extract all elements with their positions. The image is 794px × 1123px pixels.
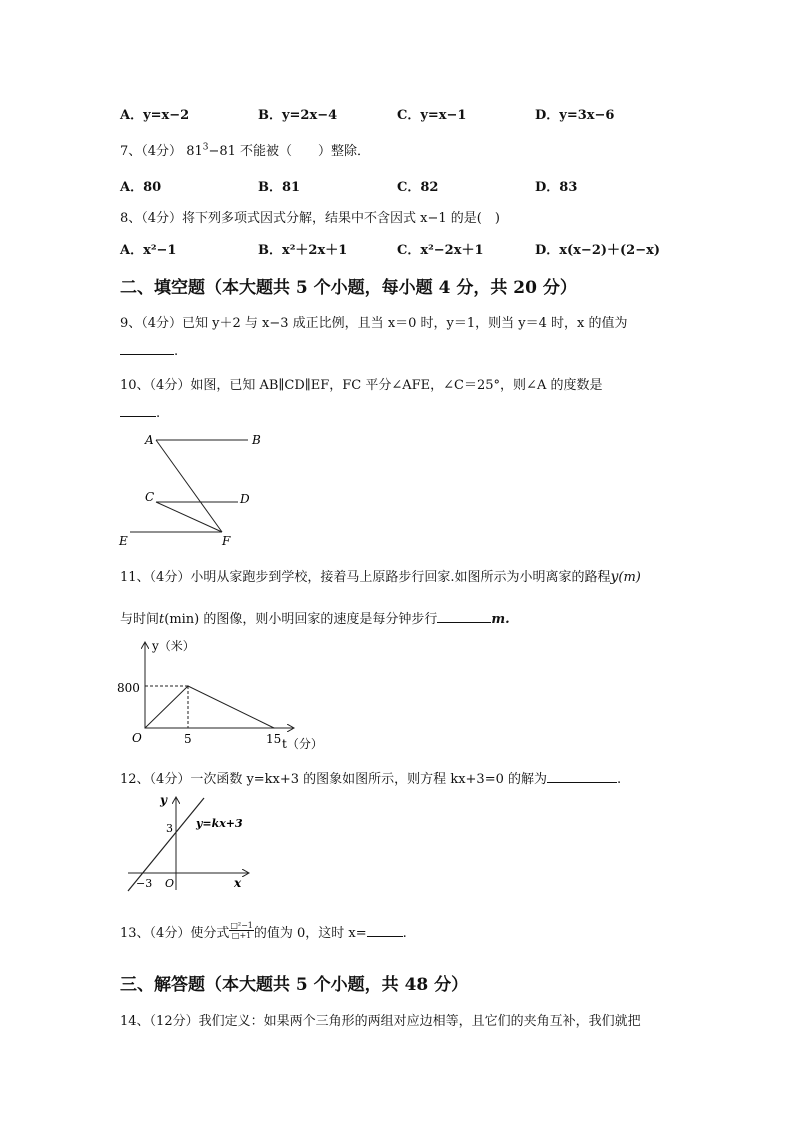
- q8-option-a: A．x²−1: [120, 243, 177, 258]
- question-10: 10、（4分）如图，已知 AB∥CD∥EF，FC 平分∠AFE，∠C＝25°，则∠A 的度数是: [120, 378, 603, 393]
- question-11-line-2: 与时间t(min) 的图像，则小明回家的速度是每分钟步行 m.: [120, 612, 510, 627]
- q6-option-d: D．y=3x−6: [535, 108, 615, 123]
- label-b: B: [252, 433, 261, 447]
- q10-blank: [120, 404, 156, 417]
- series-line: [144, 685, 274, 728]
- q10-parallel-lines-figure: [110, 425, 280, 550]
- x-label: x: [234, 876, 242, 890]
- label-a: A: [145, 433, 154, 447]
- data-point: [187, 685, 188, 686]
- q8-option-d: D．x(x−2)＋(2−x): [535, 243, 661, 258]
- label-c: C: [145, 490, 155, 504]
- q6-option-b: B．y=2x−4: [258, 108, 338, 123]
- x-axis-label: t（分）: [282, 737, 323, 751]
- q11-distance-time-chart: [112, 635, 337, 755]
- y-label: y: [160, 793, 167, 807]
- q7-option-c: C．82: [397, 180, 439, 195]
- q7-text: 不能被（ ）整除．: [240, 144, 371, 159]
- q13-blank: [367, 924, 403, 937]
- fraction-denominator: □+1: [231, 931, 252, 940]
- question-13: 13、（4分）使分式 $\frac{\text{□²−1}}{□+1}$ 的值为 0，这时 x= .: [120, 921, 407, 941]
- y-tick-800: 800: [117, 681, 140, 695]
- origin-label: O: [132, 731, 142, 745]
- q7-option-b: B．81: [258, 180, 301, 195]
- q7-number: 7、（4分）: [120, 144, 183, 159]
- q12-linear-function-graph: [120, 790, 260, 895]
- x-tick-15: 15: [266, 732, 282, 746]
- section-3-title: 三、解答题（本大题共 5 个小题，共 48 分）: [120, 975, 469, 995]
- label-d: D: [240, 492, 250, 506]
- q11-blank: [437, 610, 491, 623]
- question-8: 8、（4分）将下列多项式因式分解，结果中不含因式 x−1 的是( ): [120, 211, 500, 226]
- q7-expression: $81^3-81$: [186, 142, 236, 159]
- q9-blank: [120, 342, 174, 355]
- q8-option-c: C．x²−2x＋1: [397, 243, 484, 258]
- q6-option-c: C．y=x−1: [397, 108, 467, 123]
- q6-option-a: A．y=x−2: [120, 108, 190, 123]
- origin-label: O: [165, 877, 175, 890]
- q7-option-d: D．83: [535, 180, 578, 195]
- q10-answer-line: .: [120, 404, 160, 421]
- section-2-title: 二、填空题（本大题共 5 个小题，每小题 4 分，共 20 分）: [120, 278, 577, 298]
- data-point: [273, 727, 274, 728]
- fraction-numerator: □²−1: [230, 921, 253, 930]
- question-11: 11、（4分）小明从家跑步到学校，接着马上原路步行回家.如图所示为小明离家的路程y(m): [120, 569, 641, 585]
- data-point: [144, 727, 145, 728]
- question-14: 14、（12分）我们定义：如果两个三角形的两组对应边相等，且它们的夹角互补，我们就把: [120, 1014, 641, 1029]
- question-7: [120, 140, 370, 159]
- segment-af: [156, 440, 222, 532]
- y-axis-label: y（米）: [152, 639, 195, 653]
- y-intercept-label: 3: [166, 822, 173, 835]
- distance-line: [145, 686, 274, 728]
- label-f: F: [222, 534, 231, 548]
- x-tick-5: 5: [184, 732, 192, 746]
- q13-fraction: [229, 921, 254, 940]
- line-label: y=kx+3: [196, 817, 243, 830]
- q8-option-b: B．x²＋2x＋1: [258, 243, 348, 258]
- q7-option-a: A．80: [120, 180, 162, 195]
- q9-answer-line: .: [120, 342, 178, 359]
- x-intercept-label: −3: [136, 877, 153, 890]
- q12-blank: [547, 770, 617, 783]
- label-e: E: [119, 534, 128, 548]
- question-12: 12、（4分）一次函数 y=kx+3 的图象如图所示，则方程 kx+3=0 的解为 .: [120, 772, 622, 787]
- segment-cf: [156, 502, 222, 532]
- question-9: 9、（4分）已知 y＋2 与 x−3 成正比例，且当 x＝0 时，y＝1，则当 y＝4 时，x 的值为: [120, 316, 628, 331]
